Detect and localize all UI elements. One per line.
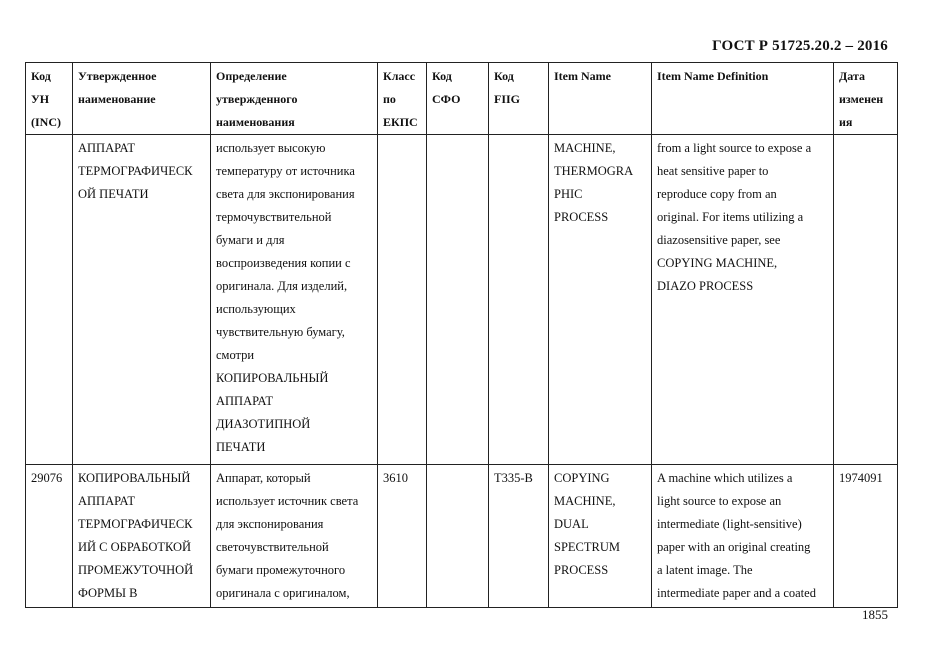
cell-class bbox=[378, 135, 427, 465]
cell-fiig bbox=[489, 135, 549, 465]
cell-class: 3610 bbox=[378, 465, 427, 608]
header-sfo-code: Код СФО bbox=[427, 63, 489, 135]
cell-definition: использует высокую температуру от источника света для экспонирования термочувствительной бумаги и для воспроизведения копии с оригинала. Для изделий, использующих чувствительную бумагу, смотри КОПИРОВАЛЬНЫЙ АППАРАТ ДИАЗОТИПНОЙ ПЕЧАТИ bbox=[211, 135, 378, 465]
table-row bbox=[26, 465, 898, 608]
cell-sfo bbox=[427, 465, 489, 608]
document-title: ГОСТ Р 51725.20.2 – 2016 bbox=[712, 38, 888, 54]
cell-definition: Аппарат, который использует источник света для экспонирования светочувствительной бумаги промежуточного оригинала с оригиналом, bbox=[211, 465, 378, 608]
cell-approved-name: КОПИРОВАЛЬНЫЙ АППАРАТ ТЕРМОГРАФИЧЕСК ИЙ С ОБРАБОТКОЙ ПРОМЕЖУТОЧНОЙ ФОРМЫ В bbox=[73, 465, 211, 608]
cell-item-name: MACHINE, THERMOGRA PHIC PROCESS bbox=[549, 135, 652, 465]
header-item-name: Item Name bbox=[549, 63, 652, 135]
header-fiig-code: Код FIIG bbox=[489, 63, 549, 135]
header-approved-name: Утвержденное наименование bbox=[73, 63, 211, 135]
cell-item-definition: from a light source to expose a heat sensitive paper to reproduce copy from an original. For items utilizing a diazosensitive paper, see COPYING MACHINE, DIAZO PROCESS bbox=[652, 135, 834, 465]
header-definition: Определение утвержденного наименования bbox=[211, 63, 378, 135]
cell-date bbox=[834, 135, 898, 465]
header-class: Класс по ЕКПС bbox=[378, 63, 427, 135]
cell-approved-name: АППАРАТ ТЕРМОГРАФИЧЕСК ОЙ ПЕЧАТИ bbox=[73, 135, 211, 465]
cell-item-name: COPYING MACHINE, DUAL SPECTRUM PROCESS bbox=[549, 465, 652, 608]
header-inc-code: Код УН (INC) bbox=[26, 63, 73, 135]
header-change-date: Дата изменен ия bbox=[834, 63, 898, 135]
table-header-row bbox=[26, 63, 898, 135]
page-number: 1855 bbox=[862, 607, 888, 622]
cell-date: 1974091 bbox=[834, 465, 898, 608]
table-row bbox=[26, 135, 898, 465]
cell-fiig: T335-B bbox=[489, 465, 549, 608]
header-item-name-definition: Item Name Definition bbox=[652, 63, 834, 135]
cell-sfo bbox=[427, 135, 489, 465]
cell-inc: 29076 bbox=[26, 465, 73, 608]
nomenclature-table bbox=[25, 62, 898, 608]
cell-item-definition: A machine which utilizes a light source to expose an intermediate (light-sensitive) paper with an original creating a latent image. The intermediate paper and a coated bbox=[652, 465, 834, 608]
cell-inc bbox=[26, 135, 73, 465]
